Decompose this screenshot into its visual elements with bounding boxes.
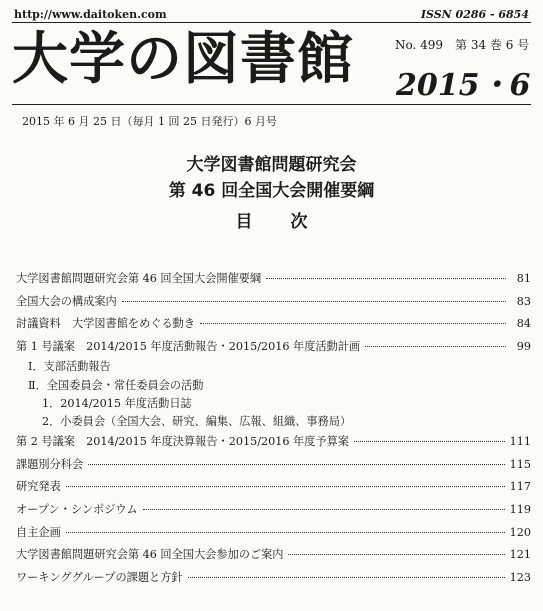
toc-entry-title: 自主企画	[16, 525, 61, 539]
website-url: http://www.daitoken.com	[14, 8, 167, 21]
toc-entry-title: 2．小委員会（全国大会、研究、編集、広報、組織、事務局）	[42, 414, 352, 428]
toc-entry	[16, 358, 531, 376]
top-rule	[12, 22, 531, 23]
toc-entry-page: 81	[516, 272, 531, 285]
toc-leader-dots	[66, 532, 505, 533]
toc-entry	[16, 454, 531, 477]
toc-entry	[16, 291, 531, 314]
toc-entry	[16, 476, 531, 499]
toc-entry-page: 83	[516, 294, 531, 308]
toc-leader-dots	[188, 577, 505, 578]
toc-entry-title: 課題別分科会	[16, 457, 84, 471]
toc-leader-dots	[288, 554, 504, 555]
journal-title: 大学の図書館	[12, 26, 354, 92]
toc-entry-title: 大学図書館問題研究会第 46 回全国大会参加のご案内	[16, 548, 284, 562]
toc-leader-dots	[143, 509, 505, 510]
toc-entry-title: 大学図書館問題研究会第 46 回全国大会開催要綱	[16, 272, 262, 285]
toc-leader-dots	[354, 441, 505, 442]
toc-entry-page: 120	[509, 525, 531, 539]
toc-leader-dots	[200, 323, 506, 324]
toc-entry	[16, 522, 531, 545]
toc-entry	[16, 336, 531, 359]
toc-entry-title: オープン・シンポジウム	[16, 502, 138, 516]
toc-entry-title: 全国大会の構成案内	[16, 294, 117, 308]
heading-conference: 第 46 回全国大会開催要綱	[168, 181, 375, 201]
toc-entry-page: 123	[509, 570, 531, 584]
toc-entry-page: 119	[509, 502, 531, 516]
toc-entry-page: 117	[509, 480, 531, 494]
toc-leader-dots	[66, 486, 505, 487]
toc-entry	[16, 544, 531, 567]
heading-organization: 大学図書館問題研究会	[186, 155, 357, 175]
toc-entry	[16, 395, 531, 413]
toc-entry-page: 111	[509, 435, 531, 449]
toc-leader-dots	[365, 346, 506, 347]
toc-entry-title: Ⅰ．支部活動報告	[28, 360, 111, 374]
toc-entry	[16, 431, 531, 454]
toc-entry-title: 討議資料 大学図書館をめぐる動き	[16, 317, 196, 331]
toc-entry-page: 121	[509, 548, 531, 562]
toc-entry-title: 第 1 号議案 2014/2015 年度活動報告・2015/2016 年度活動計画	[16, 339, 361, 353]
toc-leader-dots	[266, 278, 506, 279]
toc-entry-title: 研究発表	[16, 480, 61, 494]
issn: ISSN 0286 - 6854	[420, 8, 529, 21]
toc-entry-page: 115	[509, 457, 531, 471]
toc-entry-title: Ⅱ．全国委員会・常任委員会の活動	[28, 378, 204, 392]
bottom-rule	[12, 104, 531, 105]
toc-entry-title: 第 2 号議案 2014/2015 年度決算報告・2015/2016 年度予算案	[16, 435, 349, 449]
toc-entry	[16, 313, 531, 336]
toc-entry	[16, 567, 531, 590]
toc-leader-dots	[122, 301, 506, 302]
toc-leader-dots	[88, 464, 505, 465]
toc-entry	[16, 377, 531, 395]
issue-year-month: 2015・6	[396, 68, 531, 103]
publication-date: 2015 年 6 月 25 日（毎月 1 回 25 日発行）6 月号	[22, 115, 277, 128]
toc-entry-title: ワーキンググループの課題と方針	[16, 570, 183, 584]
toc-entry-page: 99	[516, 339, 531, 353]
contents-label: 目次	[235, 212, 346, 232]
volume-number: No. 499 第 34 巻 6 号	[395, 38, 530, 52]
toc-entry-title: 1．2014/2015 年度活動日誌	[42, 396, 192, 410]
table-of-contents	[16, 268, 531, 589]
toc-entry	[16, 413, 531, 431]
toc-entry	[16, 499, 531, 522]
toc-entry-page: 84	[516, 317, 531, 331]
toc-entry	[16, 268, 531, 291]
